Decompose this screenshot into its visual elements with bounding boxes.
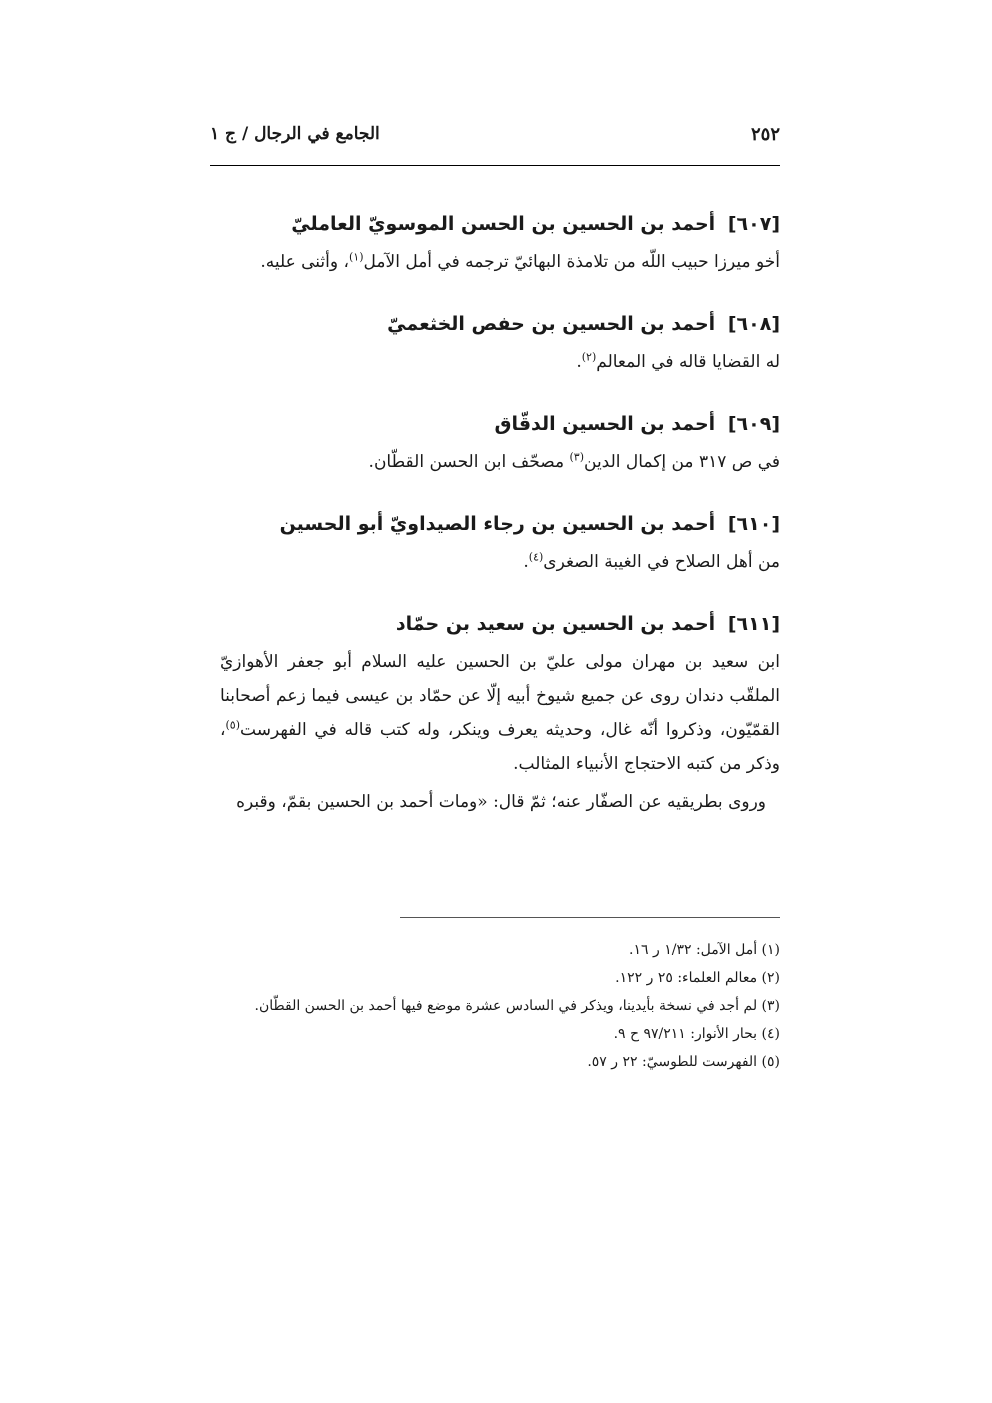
entry-title: أحمد بن الحسين بن رجاء الصيداويّ أبو الحسين — [279, 513, 716, 535]
header-rule — [210, 165, 780, 166]
footnote-ref[interactable]: (١) — [349, 250, 364, 264]
running-title: الجامع في الرجال / ج ١ — [210, 124, 380, 144]
entry-body — [220, 345, 780, 379]
entry-text: ، وأثنى عليه. — [260, 252, 349, 272]
footnote: (٣) لم أجد في نسخة بأيدينا، ويذكر في السادس عشرة موضع فيها أحمد بن الحسن القطّان. — [254, 998, 780, 1014]
entry-text: مصحّف ابن الحسن القطّان. — [368, 452, 570, 472]
footnote-ref[interactable]: (٢) — [581, 350, 597, 364]
entry-title: أحمد بن الحسين بن الحسن الموسويّ العامليّ — [291, 213, 716, 235]
entry-text: . — [576, 352, 582, 372]
entry-heading — [220, 205, 780, 243]
entry-number: [٦٠٨] — [727, 313, 780, 335]
footnote: (٤) بحار الأنوار: ٩٧/٢١١ ح ٩. — [613, 1026, 780, 1042]
page-number: ٢٥٢ — [750, 124, 780, 145]
entry — [220, 605, 780, 819]
entry-number: [٦٠٩] — [727, 413, 780, 435]
entry-number: [٦١٠] — [727, 513, 780, 535]
footnote-ref[interactable]: (٣) — [569, 450, 584, 464]
footnotes — [220, 936, 780, 1076]
entry-heading — [220, 605, 780, 643]
entry-text: في ص ٣١٧ من إكمال الدين — [584, 452, 780, 472]
entry-body — [220, 445, 780, 479]
entry-title: أحمد بن الحسين الدقّاق — [494, 413, 716, 435]
entry-text: أخو ميرزا حبيب اللّه من تلامذة البهائيّ ترجمه في أمل الآمل — [363, 252, 780, 272]
entry — [220, 205, 780, 279]
entry-heading — [220, 305, 780, 343]
entry-text: ، وذكر من كتبه الاحتجاج الأنبياء المثالب. — [220, 720, 780, 774]
entry-title: أحمد بن الحسين بن حفص الخثعميّ — [387, 313, 716, 335]
footnote: (٢) معالم العلماء: ٢٥ ر ١٢٢. — [615, 970, 780, 986]
entry — [220, 505, 780, 579]
entry — [220, 305, 780, 379]
entry-text: ابن سعيد بن مهران مولى عليّ بن الحسين عليه السلام أبو جعفر الأهوازيّ الملقّب دندان روى عن جميع شيوخ أبيه إلّا عن حمّاد بن عيسى فيما زعم أصحابنا القمّيّون، وذكروا أنّه غال، وحديثه يعرف وينكر، وله كتب قاله في الفهرست — [220, 652, 780, 740]
footnote: (١) أمل الآمل: ١/٣٢ ر ١٦. — [629, 942, 780, 958]
entry-number: [٦٠٧] — [727, 213, 780, 235]
footnote-ref[interactable]: (٥) — [225, 718, 241, 732]
entry-number: [٦١١] — [727, 613, 780, 635]
entry-body — [220, 645, 780, 781]
entry-body — [220, 545, 780, 579]
entry-title: أحمد بن الحسين بن سعيد بن حمّاد — [395, 613, 716, 635]
entry-text: له القضايا قاله في المعالم — [596, 352, 780, 372]
entry-text: من أهل الصلاح في الغيبة الصغرى — [543, 552, 780, 572]
footnote: (٥) الفهرست للطوسيّ: ٢٢ ر ٥٧. — [587, 1054, 780, 1070]
entries-list — [220, 205, 780, 845]
page-header — [210, 118, 780, 158]
footnote-rule — [400, 917, 780, 918]
entry-heading — [220, 505, 780, 543]
entry-body — [220, 245, 780, 279]
entry — [220, 405, 780, 479]
entry-heading — [220, 405, 780, 443]
continuation-paragraph: وروى بطريقيه عن الصفّار عنه؛ ثمّ قال: «ومات أحمد بن الحسين بقمّ، وقبره — [236, 792, 766, 812]
entry-text: . — [523, 552, 529, 572]
footnote-ref[interactable]: (٤) — [528, 550, 544, 564]
